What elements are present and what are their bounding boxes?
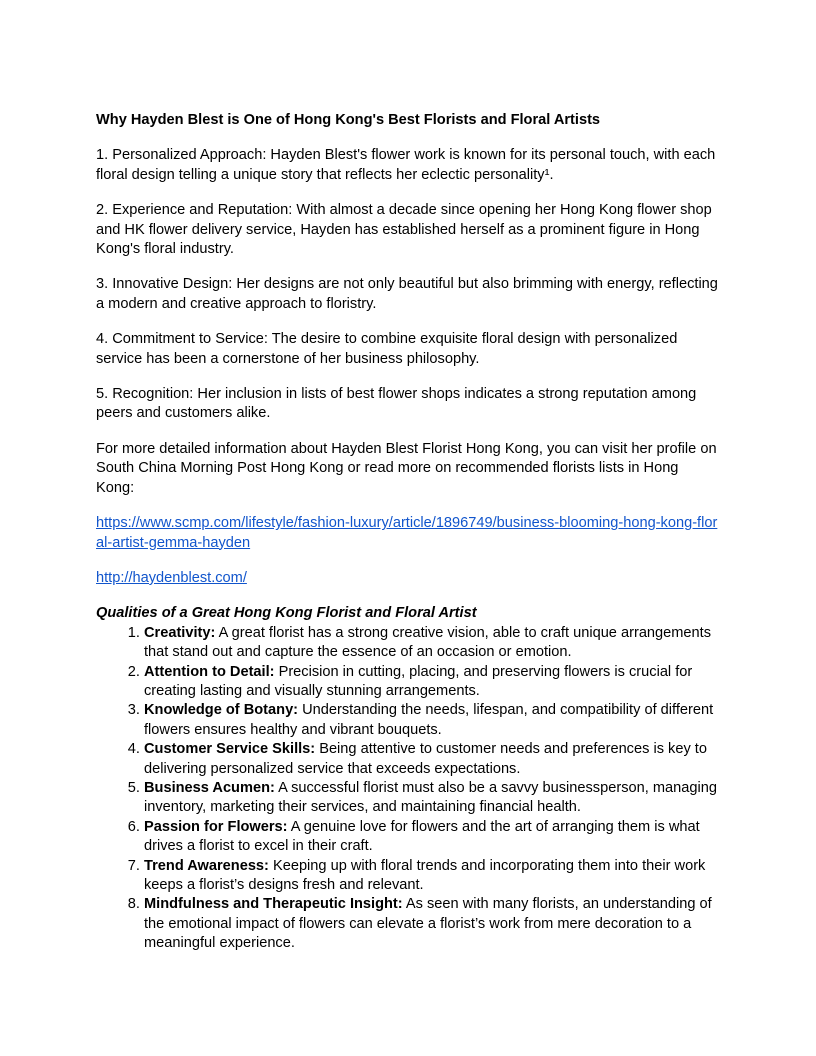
list-item	[144, 857, 720, 896]
haydenblest-website-link[interactable]: http://haydenblest.com/	[96, 569, 247, 586]
website-link-paragraph	[96, 569, 720, 588]
quality-description: Understanding the needs, lifespan, and compatibility of different flowers ensures healthy and vibrant bouquets.	[144, 702, 714, 738]
quality-description: As seen with many florists, an understanding of the emotional impact of flowers can elevate a florist’s work from mere decoration to a meaningful experience.	[144, 896, 712, 952]
quality-description: A great florist has a strong creative vision, able to craft unique arrangements that stand out and capture the essence of an occasion or emotion.	[144, 624, 712, 661]
quality-term: Trend Awareness:	[144, 857, 269, 874]
list-item	[144, 895, 720, 953]
quality-term: Customer Service Skills:	[144, 741, 316, 758]
quality-description: Keeping up with floral trends and incorporating them into their work keeps a florist’s designs fresh and relevant.	[144, 857, 706, 893]
qualities-heading: Qualities of a Great Hong Kong Florist and Floral Artist	[96, 605, 477, 622]
quality-term: Passion for Flowers:	[144, 818, 288, 835]
document-title: Why Hayden Blest is One of Hong Kong's Best Florists and Floral Artists	[96, 112, 601, 128]
point-paragraph: 5. Recognition: Her inclusion in lists of best flower shops indicates a strong reputation among peers and customers alike.	[96, 386, 697, 422]
scmp-link-paragraph	[96, 514, 720, 553]
quality-term: Creativity:	[144, 624, 216, 641]
list-item	[144, 624, 720, 663]
list-item	[144, 663, 720, 702]
quality-description: A genuine love for flowers and the art of arranging them is what drives a florist to excel in their craft.	[144, 818, 700, 855]
more-info-paragraph: For more detailed information about Hayden Blest Florist Hong Kong, you can visit her profile on South China Morning Post Hong Kong or read more on recommended florists lists in Hong Kong:	[96, 440, 717, 496]
quality-term: Knowledge of Botany:	[144, 702, 299, 719]
quality-description: Being attentive to customer needs and preferences is key to delivering personalized service that exceeds expectations.	[144, 741, 707, 777]
quality-term: Attention to Detail:	[144, 663, 275, 680]
list-item	[144, 740, 720, 779]
quality-term: Business Acumen:	[144, 779, 275, 796]
list-item	[144, 701, 720, 740]
list-item	[144, 818, 720, 857]
quality-description: Precision in cutting, placing, and preserving flowers is crucial for creating lasting and visually stunning arrangements.	[144, 663, 693, 699]
list-item	[144, 779, 720, 818]
point-paragraph: 3. Innovative Design: Her designs are not only beautiful but also brimming with energy, reflecting a modern and creative approach to floristry.	[96, 276, 718, 312]
qualities-list	[96, 624, 720, 954]
point-paragraph: 4. Commitment to Service: The desire to combine exquisite floral design with personalized service has been a cornerstone of her business philosophy.	[96, 331, 678, 367]
point-paragraph: 2. Experience and Reputation: With almost a decade since opening her Hong Kong flower shop and HK flower delivery service, Hayden has established herself as a prominent figure in Hong Kong's floral industry.	[96, 202, 712, 258]
quality-description: A successful florist must also be a savvy businessperson, managing inventory, marketing their services, and maintaining financial health.	[144, 779, 717, 816]
point-paragraph: 1. Personalized Approach: Hayden Blest's flower work is known for its personal touch, with each floral design telling a unique story that reflects her eclectic personality¹.	[96, 147, 716, 183]
scmp-article-link[interactable]: https://www.scmp.com/lifestyle/fashion-luxury/article/1896749/business-blooming-hong-kong-floral-artist-gemma-hayden	[96, 515, 718, 551]
quality-term: Mindfulness and Therapeutic Insight:	[144, 896, 403, 913]
